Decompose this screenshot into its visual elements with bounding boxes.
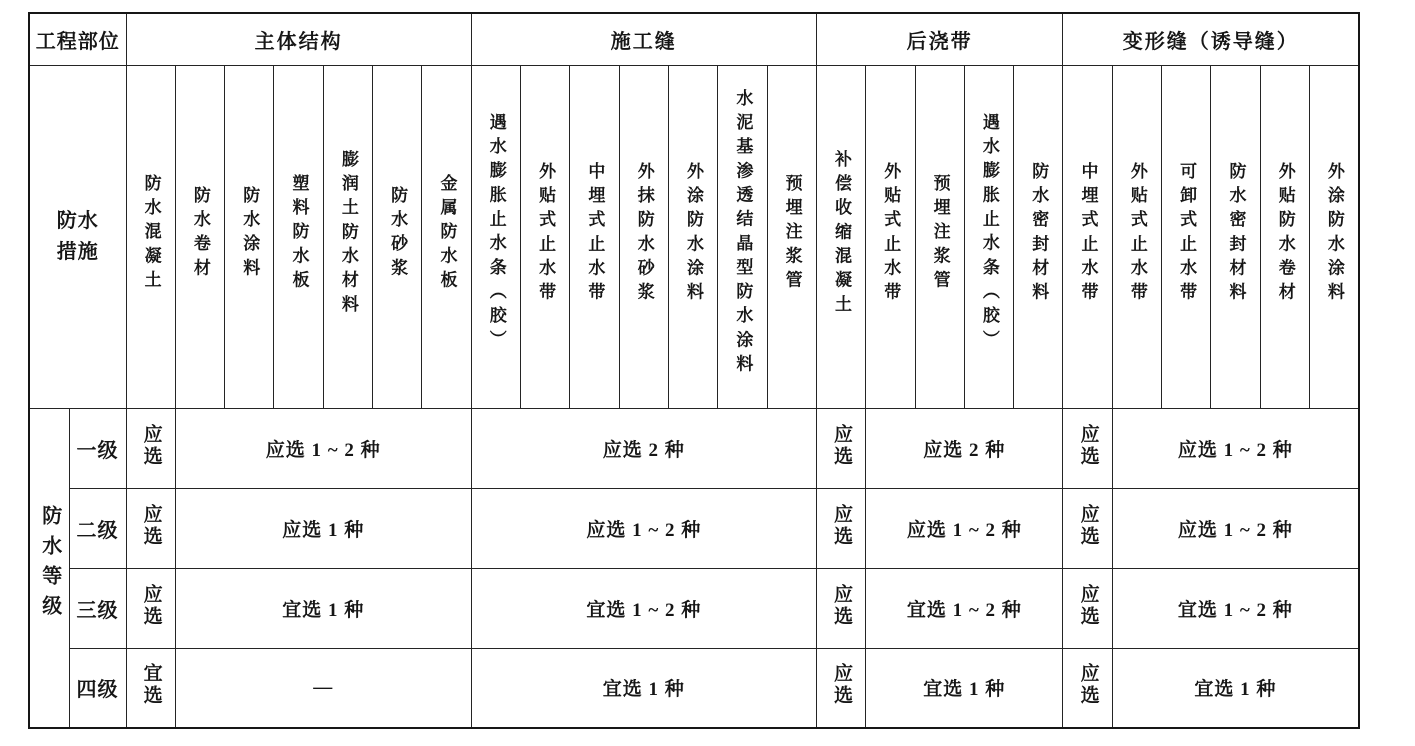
cell-grade1-construction-joint: 应选 2 种 <box>471 408 816 488</box>
grade-4-label: 四级 <box>69 648 126 728</box>
cell-grade2-postcast-rest: 应选 1 ~ 2 种 <box>866 488 1063 568</box>
grade-axis-label: 防水等级 <box>29 408 69 728</box>
cell-grade4-main-rest: — <box>175 648 471 728</box>
col-header-external-waterproof-mortar: 外抹防水砂浆 <box>619 65 668 408</box>
cell-grade2-deformation-first: 应选 <box>1063 488 1112 568</box>
col-header-cementitious-crystalline-coating: 水泥基渗透结晶型防水涂料 <box>718 65 767 408</box>
col-header-external-waterproof-coating-2: 外涂防水涂料 <box>1310 65 1360 408</box>
section-header-main-structure: 主体结构 <box>126 13 471 65</box>
cell-grade2-main-rest: 应选 1 种 <box>175 488 471 568</box>
col-header-external-waterproof-coating: 外涂防水涂料 <box>668 65 717 408</box>
col-header-waterproof-concrete: 防水混凝土 <box>126 65 175 408</box>
col-header-waterproof-sealant: 防水密封材料 <box>1014 65 1063 408</box>
col-header-embedded-grouting-pipe: 预埋注浆管 <box>767 65 816 408</box>
cell-grade2-main-first: 应选 <box>126 488 175 568</box>
col-header-plastic-waterproof-board: 塑料防水板 <box>274 65 323 408</box>
table-row-grade-2-highlighted <box>29 488 1359 568</box>
cell-grade2-deformation-rest: 应选 1 ~ 2 种 <box>1112 488 1359 568</box>
section-header-deformation-joint: 变形缝（诱导缝） <box>1063 13 1359 65</box>
cell-grade4-construction-joint: 宜选 1 种 <box>471 648 816 728</box>
col-header-embedded-waterstop-belt: 中埋式止水带 <box>570 65 619 408</box>
cell-grade3-main-first: 应选 <box>126 568 175 648</box>
cell-grade1-postcast-first: 应选 <box>816 408 865 488</box>
col-header-waterproof-membrane: 防水卷材 <box>175 65 224 408</box>
cell-grade2-construction-joint: 应选 1 ~ 2 种 <box>471 488 816 568</box>
cell-grade4-postcast-rest: 宜选 1 种 <box>866 648 1063 728</box>
cell-grade1-deformation-first: 应选 <box>1063 408 1112 488</box>
cell-grade3-main-rest: 宜选 1 种 <box>175 568 471 648</box>
table-row-grade-4 <box>29 648 1359 728</box>
cell-grade1-deformation-rest: 应选 1 ~ 2 种 <box>1112 408 1359 488</box>
col-header-embedded-grouting-pipe-2: 预埋注浆管 <box>915 65 964 408</box>
section-header-construction-joint: 施工缝 <box>471 13 816 65</box>
section-header-post-cast-strip: 后浇带 <box>816 13 1063 65</box>
measures-axis-label <box>29 65 126 408</box>
cell-grade3-construction-joint: 宜选 1 ~ 2 种 <box>471 568 816 648</box>
cell-grade3-postcast-first: 应选 <box>816 568 865 648</box>
grade-2-label: 二级 <box>69 488 126 568</box>
cell-grade3-deformation-rest: 宜选 1 ~ 2 种 <box>1112 568 1359 648</box>
col-header-waterproof-sealant-2: 防水密封材料 <box>1211 65 1260 408</box>
cell-grade2-postcast-first: 应选 <box>816 488 865 568</box>
grade-3-label: 三级 <box>69 568 126 648</box>
col-header-waterproof-coating: 防水涂料 <box>225 65 274 408</box>
col-header-external-waterstop-belt-2: 外贴式止水带 <box>866 65 915 408</box>
measures-axis-text: 防水措施 <box>56 209 99 263</box>
cell-grade1-main-first: 应选 <box>126 408 175 488</box>
table-row-grade-3 <box>29 568 1359 648</box>
cell-grade4-postcast-first: 应选 <box>816 648 865 728</box>
cell-grade4-deformation-rest: 宜选 1 种 <box>1112 648 1359 728</box>
cell-grade1-postcast-rest: 应选 2 种 <box>866 408 1063 488</box>
col-header-embedded-waterstop-belt-2: 中埋式止水带 <box>1063 65 1112 408</box>
cell-grade3-deformation-first: 应选 <box>1063 568 1112 648</box>
col-header-metal-waterproof-board: 金属防水板 <box>422 65 471 408</box>
col-header-water-swelling-waterstop-strip: 遇水膨胀止水条（胶） <box>471 65 520 408</box>
col-header-water-swelling-waterstop-strip-2: 遇水膨胀止水条（胶） <box>964 65 1013 408</box>
col-header-shrinkage-compensating-concrete: 补偿收缩混凝土 <box>816 65 865 408</box>
col-header-external-waterstop-belt: 外贴式止水带 <box>521 65 570 408</box>
waterproofing-measures-table <box>28 12 1360 729</box>
cell-grade4-main-first: 宜选 <box>126 648 175 728</box>
table-row-column-headers <box>29 65 1359 408</box>
table-row-grade-1 <box>29 408 1359 488</box>
col-header-removable-waterstop-belt: 可卸式止水带 <box>1162 65 1211 408</box>
col-header-bentonite-waterproof-material: 膨润土防水材料 <box>323 65 372 408</box>
cell-grade3-postcast-rest: 宜选 1 ~ 2 种 <box>866 568 1063 648</box>
col-header-waterproof-mortar: 防水砂浆 <box>373 65 422 408</box>
col-header-external-waterstop-belt-3: 外贴式止水带 <box>1112 65 1161 408</box>
col-header-external-waterproof-membrane: 外贴防水卷材 <box>1260 65 1309 408</box>
grade-1-label: 一级 <box>69 408 126 488</box>
corner-header-project-part: 工程部位 <box>29 13 126 65</box>
cell-grade1-main-rest: 应选 1 ~ 2 种 <box>175 408 471 488</box>
table-row-sections <box>29 13 1359 65</box>
cell-grade4-deformation-first: 应选 <box>1063 648 1112 728</box>
